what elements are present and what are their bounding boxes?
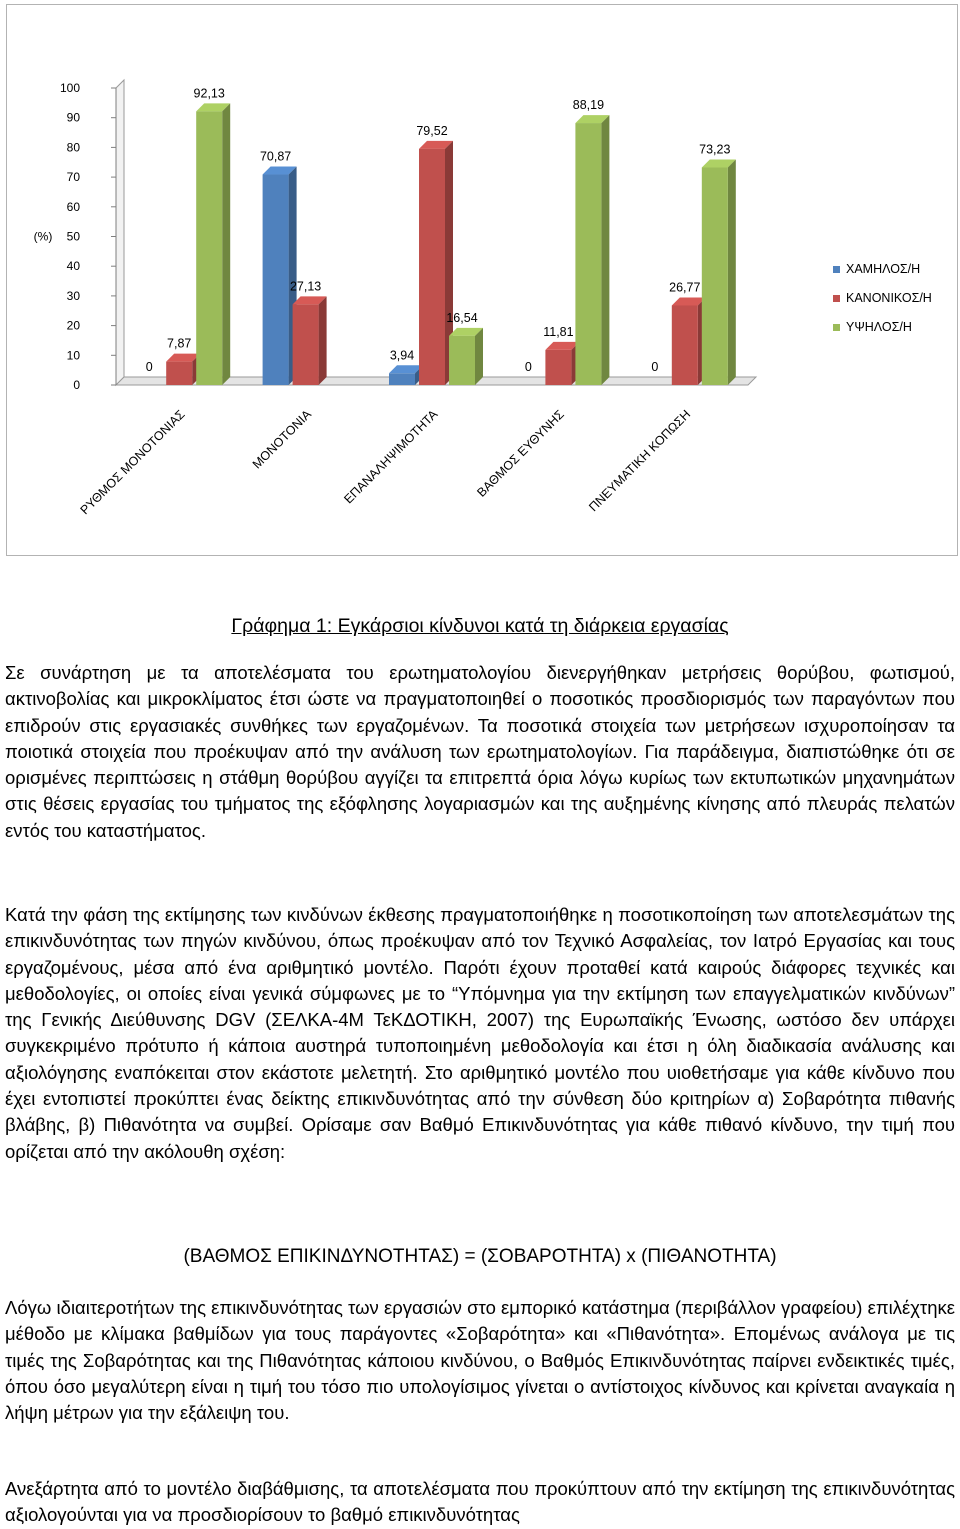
data-label: 92,13 [193,86,225,101]
bar [419,149,445,385]
bar [196,111,222,385]
chart-frame [6,4,958,556]
data-label: 88,19 [572,98,605,113]
data-label: 73,23 [699,142,731,157]
data-label: 26,77 [669,280,701,295]
bar [545,350,571,385]
y-tick-label: 100 [59,81,80,95]
category-label: ΠΝΕΥΜΑΤΙΚΗ ΚΟΠΩΣΗ [586,407,694,515]
y-tick-label: 50 [66,229,80,244]
bar [449,336,475,385]
bar-side [475,328,483,385]
y-tick-label: 20 [66,318,80,333]
bar-side [319,296,327,385]
y-tick-label: 0 [73,378,80,392]
figure-caption: Γράφημα 1: Εγκάρσιοι κίνδυνοι κατά τη διάρκεια εργασίας [231,615,729,637]
data-label: 7,87 [167,336,192,351]
bar-side [728,160,736,385]
data-label: 11,81 [543,324,574,339]
category-label: ΒΑΘΜΟΣ ΕΥΘΥΝΗΣ [474,407,567,500]
y-tick-label: 90 [66,110,80,125]
data-label: 16,54 [446,310,478,325]
y-tick-label: 30 [66,288,80,303]
paragraph: Λόγω ιδιαιτεροτήτων της επικινδυνότητας των εργασιών στο εμπορικό κατάστημα (περιβάλλον γραφείου) επιλέχτηκε μέθοδο με κλίμακα βαθμίδων για τους παράγοντες «Σοβαρότητα» και «Πιθανότητα». Επομένως ανάλογα με τις τιμές της Σοβαρότητας και της Πιθανότητας κάποιου κινδύνου, ο Βαθμός Επικινδυνότητας παίρνει ενδεικτικές τιμές, όπου όσο μεγαλύτερη είναι η τιμή του τόσο πιο υπολογίσιμος γίνεται ο αντίστοιχος κίνδυνος και κρίνεται αναγκαία η λήψη μέτρων για την εξάλειψη του. [5,1297,955,1424]
bar [263,175,289,385]
bar-side [222,103,230,385]
data-label: 3,94 [389,348,415,363]
y-tick-label: 70 [66,170,80,185]
y-tick-label: 10 [66,348,80,363]
category-label: ΡΥΘΜΟΣ ΜΟΝΟΤΟΝΙΑΣ [77,407,188,518]
data-label: 70,87 [259,149,292,164]
legend-swatch [833,266,840,273]
bar [702,168,728,385]
data-label: 0 [524,360,532,374]
bar [166,362,192,385]
bar-side [601,115,609,385]
y-tick-label: 80 [66,140,80,155]
category-label: ΕΠΑΝΑΛΗΨΙΜΟΤΗΤΑ [341,407,441,507]
formula: (ΒΑΘΜΟΣ ΕΠΙΚΙΝΔΥΝΟΤΗΤΑΣ) = (ΣΟΒΑΡΟΤΗΤΑ) x (ΠΙΘΑΝΟΤΗΤΑ) [183,1246,777,1267]
y-tick-label: 40 [66,259,80,274]
y-axis-label: (%) [33,229,53,244]
data-label: 79,52 [416,123,448,138]
paragraph: Κατά την φάση της εκτίμησης των κινδύνων έκθεσης πραγματοποιήθηκε η ποσοτικοποίηση των αποτελεσμάτων της επικινδυνότητας των πηγών κινδύνου, όπως προέκυψαν από τον Τεχνικό Ασφαλείας, τον Ιατρό Εργασίας και τους εργαζομένους, μέσα από ένα αριθμητικό μοντέλο. Παρότι έχουν προταθεί κατά καιρούς διάφορες τεχνικές και μεθοδολογίες, οι οποίες είναι γενικά σύμφωνες με το “Υπόμνημα για την εκτίμηση των επαγγελματικών κινδύνων” της Γενικής Διεύθυνσης DGV (ΣΕΛΚΑ-4Μ ΤεΚΔΟΤΙΚΗ, 2007) της Ευρωπαϊκής Ένωσης, ωστόσο δεν υπάρχει συγκεκριμένο πρότυπο ή κάποια αυστηρά τυποποιημένη μεθοδολογία και έτσι η όλη διαδικασία ανάλυσης και αξιολόγησης εναπόκειται στον εκάστοτε μελετητή. Στο αριθμητικό μοντέλο που υιοθετήσαμε για κάθε κίνδυνο που έχει εντοπιστεί προκύπτει ένας δείκτης επικινδυνότητας από την σύνθεση δύο κριτηρίων α) Σοβαρότητα πιθανής βλάβης, β) Πιθανότητα να συμβεί. Ορίσαμε σαν Βαθμό Επικινδυνότητας για κάθε πιθανό κίνδυνο, την τιμή που ορίζεται από την ακόλουθη σχέση: [5,904,955,1162]
chart-side-wall [116,80,124,385]
y-tick-label: 60 [66,199,80,214]
paragraph: Ανεξάρτητα από το μοντέλο διαβάθμισης, τα αποτελέσματα που προκύπτουν από την εκτίμηση της επικινδυνότητας αξιολογούνται για να προσδιορίσουν το βαθμό επικινδυνότητας [5,1478,955,1526]
category-label: ΜΟΝΟΤΟΝΙΑ [249,407,315,472]
legend-swatch [833,295,840,302]
legend-label: ΚΑΝΟΝΙΚΟΣ/Η [846,291,932,305]
legend-label: ΥΨΗΛΟΣ/Η [846,320,912,334]
bar-chart [7,5,959,557]
data-label: 0 [651,360,659,374]
legend-swatch [833,324,840,331]
legend-label: ΧΑΜΗΛΟΣ/Η [846,262,921,276]
bar [293,304,319,385]
data-label: 0 [145,360,153,374]
bar [389,373,415,385]
data-label: 27,13 [289,279,322,294]
bar [672,305,698,385]
paragraph: Σε συνάρτηση με τα αποτελέσματα του ερωτηματολογίου διενεργήθηκαν μετρήσεις θορύβου, φωτισμού, ακτινοβολίας και μικροκλίματος έτσι ώστε να πραγματοποιηθεί ο ποσοτικός προσδιορισμός των παραγόντων που επιδρούν στις εργασιακές συνθήκες των εργαζομένων. Τα ποσοτικά στοιχεία των μετρήσεων ισχυροποίησαν τα ποιοτικά στοιχεία που προέκυψαν από την ανάλυση των ερωτηματολογίων. Για παράδειγμα, διαπιστώθηκε ότι σε ορισμένες περιπτώσεις η στάθμη θορύβου αγγίζει τα επιτρεπτά όρια λόγω κυρίως των εκτυπωτικών μηχανημάτων στις θέσεις εργασίας του τμήματος της εξόφλησης λογαριασμών και της αυξημένης κίνησης από πλευράς πελατών εντός του καταστήματος. [5,662,955,841]
bar [575,123,601,385]
